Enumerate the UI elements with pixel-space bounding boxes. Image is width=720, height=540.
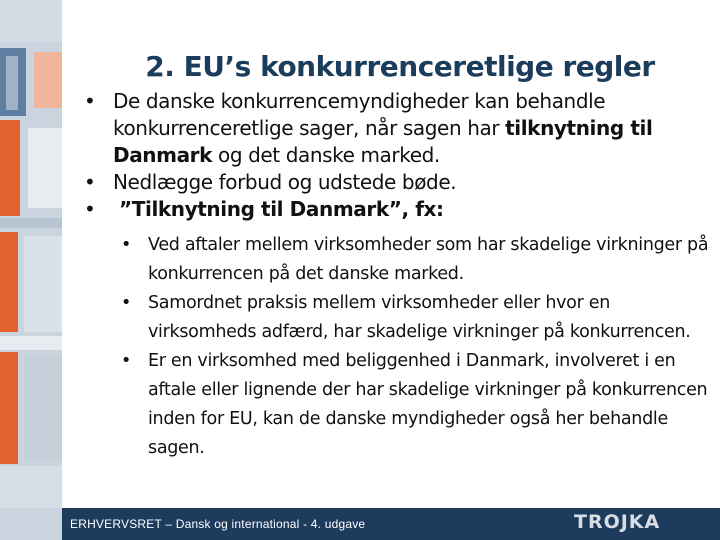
sub-bullet-text: Ved aftaler mellem virksomheder som har skadelige virkninger på konkurrencen på det danske marked. bbox=[148, 235, 709, 284]
bullet-marker: • bbox=[121, 235, 132, 255]
band-block bbox=[28, 128, 62, 208]
bullet-item bbox=[84, 88, 714, 169]
sub-bullet-text: Er en virksomhed med beliggenhed i Danmark, involveret i en aftale eller lignende der har skadelige virkninger på konkurrencen inden for EU, kan de danske myndigheder også her behandle sagen. bbox=[148, 351, 708, 458]
footer-text: ERHVERVSRET – Dansk og international - 4. udgave bbox=[70, 517, 366, 531]
bullet-marker: • bbox=[84, 89, 96, 113]
band-block bbox=[6, 56, 18, 110]
band-block bbox=[0, 218, 62, 228]
trojka-logo: TROJKA bbox=[574, 511, 661, 533]
band-block bbox=[0, 0, 62, 42]
bullet-marker: • bbox=[84, 170, 96, 194]
bullet-marker: • bbox=[121, 351, 132, 371]
bullet-item bbox=[84, 196, 714, 223]
bullet-text: og det danske marked. bbox=[212, 143, 440, 167]
band-block bbox=[0, 352, 18, 464]
bullet-marker: • bbox=[121, 293, 132, 313]
band-block bbox=[24, 356, 62, 460]
bullet-marker: • bbox=[84, 197, 96, 221]
bullet-text: Nedlægge forbud og udstede bøde. bbox=[113, 170, 457, 194]
band-block bbox=[0, 232, 18, 332]
bullet-text-bold: ”Tilknytning til Danmark”, fx: bbox=[119, 197, 444, 221]
decorative-left-band bbox=[0, 0, 62, 540]
bullet-text-bold: tilknytning til Danmark bbox=[113, 116, 653, 167]
band-block bbox=[24, 236, 62, 332]
bullet-item bbox=[84, 169, 714, 196]
bullet-text: De danske konkurrencemyndigheder kan behandle konkurrenceretlige sager, når sagen har bbox=[113, 89, 606, 140]
band-block bbox=[0, 120, 20, 216]
band-block bbox=[0, 336, 62, 350]
sub-bullet-item bbox=[84, 289, 714, 347]
band-block bbox=[0, 466, 62, 508]
sub-bullet-item bbox=[84, 231, 714, 289]
sub-bullet-text: Samordnet praksis mellem virksomheder eller hvor en virksomheds adfærd, har skadelige virkninger på konkurrencen. bbox=[148, 293, 691, 342]
slide-content bbox=[84, 88, 714, 463]
slide-title: 2. EU’s konkurrenceretlige regler bbox=[145, 50, 655, 83]
sub-bullet-item bbox=[84, 347, 714, 463]
band-block bbox=[34, 52, 62, 108]
